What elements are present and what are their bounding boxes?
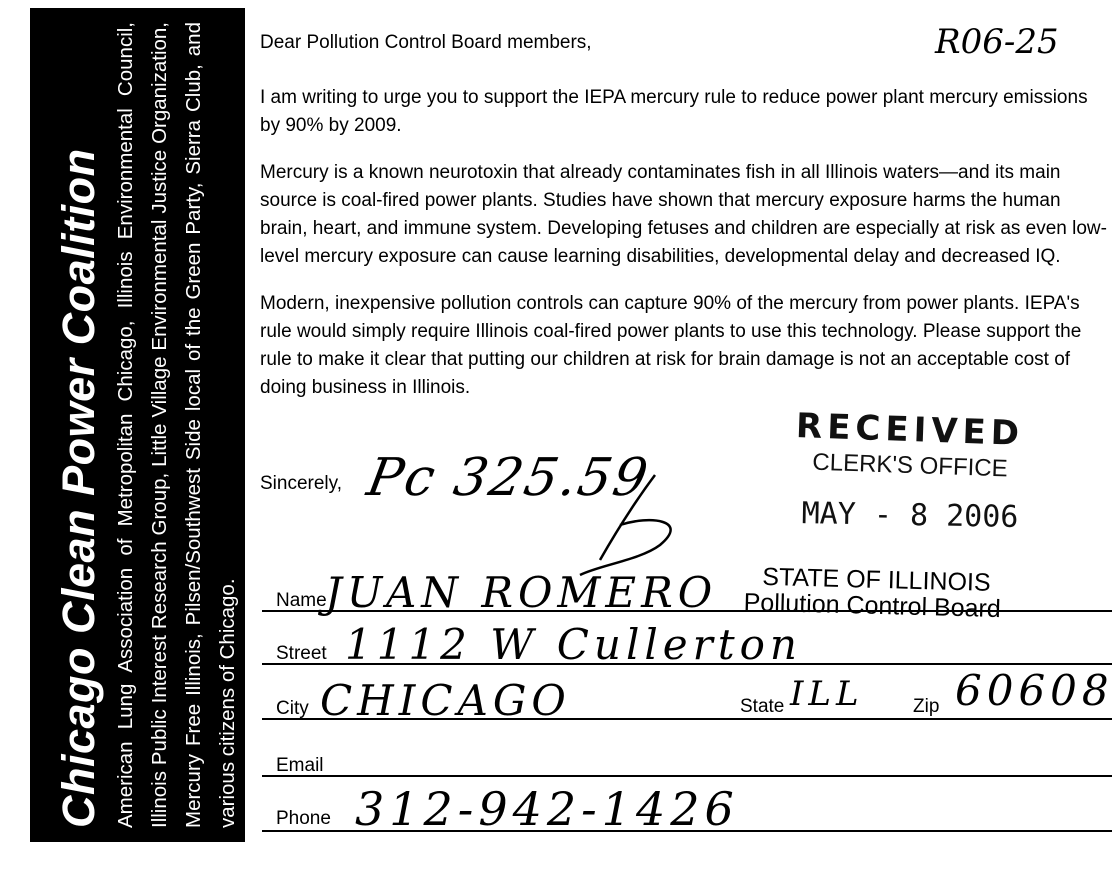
stamp-received: RECEIVED xyxy=(795,406,1025,454)
phone-label: Phone xyxy=(276,808,331,829)
letter-paragraph: I am writing to urge you to support the IEPA mercury rule to reduce power plant mercury emissions by 90% by 2009. xyxy=(260,87,1088,136)
street-value: 1112 W Cullerton xyxy=(345,620,802,669)
zip-value: 60608 xyxy=(955,666,1114,715)
letter-paragraph: Mercury is a known neurotoxin that already contaminates fish in all Illinois waters—and its main source is coal-fired power plants. Studies have shown that mercury exposure harms the human brain, heart, and immune system. Developing fetuses and children are especially at risk as even low-level mercury exposure can cause learning disabilities, developmental delay and decreased IQ. xyxy=(260,162,1107,267)
letter-body xyxy=(260,84,1112,421)
stamp-clerks-office: CLERK'S OFFICE xyxy=(811,448,1009,483)
name-value: JUAN ROMERO xyxy=(325,568,718,617)
received-stamp xyxy=(760,406,1060,535)
letter-closing: Sincerely, xyxy=(260,473,343,494)
city-value: CHICAGO xyxy=(320,676,571,725)
name-label: Name xyxy=(276,590,327,611)
state-value: ILL xyxy=(790,674,864,714)
stamp-board: Pollution Control Board xyxy=(743,588,1002,624)
street-label: Street xyxy=(276,643,327,664)
coalition-members: American Lung Association of Metropolitan Chicago, Illinois Environmental Council, Illinois Public Interest Research Group, Little Village Environmental Justice Organization, Mercury Free Illinois, Pilsen/Southwest Side local of the Green Party, Sierra Club, and various citizens of Chicago. xyxy=(114,22,239,828)
coalition-title: Chicago Clean Power Coalition xyxy=(53,148,104,828)
zip-label: Zip xyxy=(913,696,940,717)
city-label: City xyxy=(276,698,309,719)
email-line xyxy=(262,775,1112,777)
stamp-state-board xyxy=(743,562,1002,624)
letter-salutation: Dear Pollution Control Board members, xyxy=(260,32,592,53)
public-comment-number: Pc 325.59 xyxy=(362,448,654,508)
stamp-date: MAY - 8 2006 xyxy=(801,496,1019,535)
stamp-state: STATE OF ILLINOIS xyxy=(762,562,991,597)
phone-value: 312-942-1426 xyxy=(355,782,739,836)
state-label: State xyxy=(740,696,785,717)
sidebar-rotated-content xyxy=(30,8,245,842)
docket-number: R06-25 xyxy=(935,22,1059,62)
signature-scribble xyxy=(560,465,710,585)
letter-paragraph: Modern, inexpensive pollution controls can capture 90% of the mercury from power plants. IEPA's rule would simply require Illinois coal-fired power plants to use this technology. Please support the rule to make it clear that putting our children at risk for brain damage is not an acceptable cost of doing business in Illinois. xyxy=(260,293,1082,398)
coalition-sidebar xyxy=(30,8,245,842)
email-label: Email xyxy=(276,755,324,776)
